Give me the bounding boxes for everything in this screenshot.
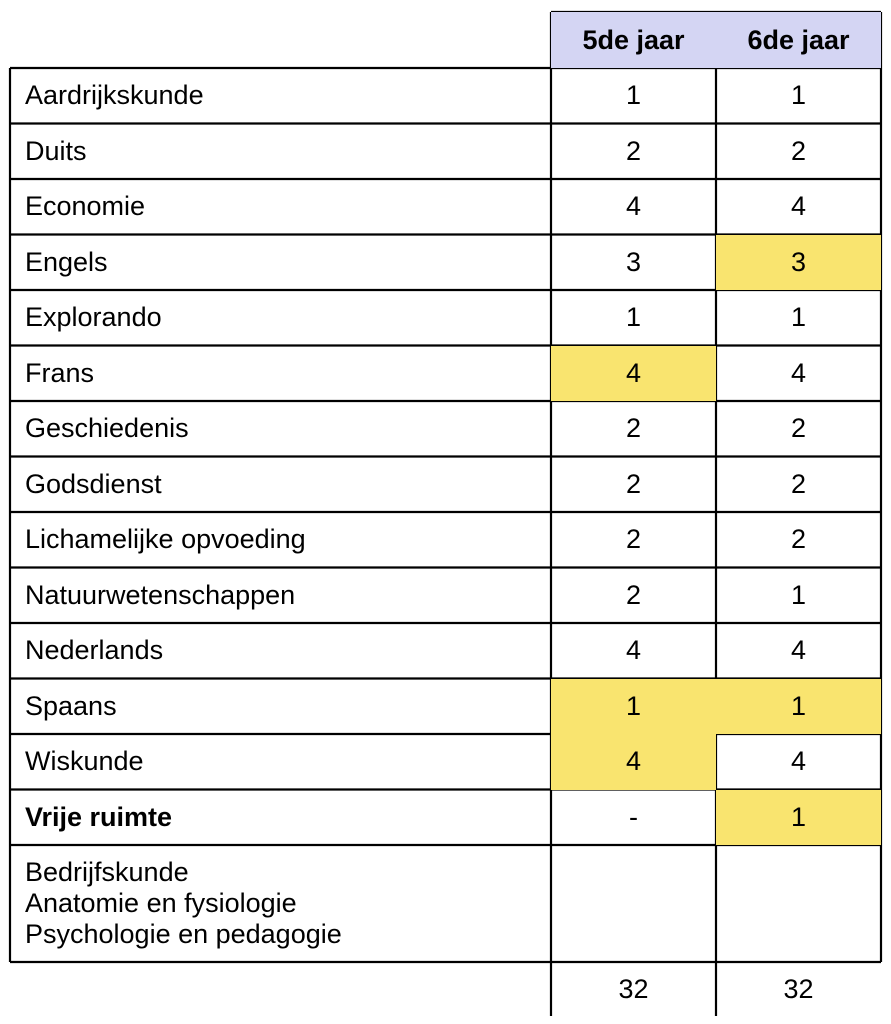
- hours-6de-jaar-cell: 3: [716, 235, 881, 291]
- hours-6de-jaar-cell: 2: [790, 468, 807, 499]
- option-label: Bedrijfskunde: [25, 857, 189, 887]
- hours-5de-jaar-cell: 1: [625, 80, 642, 111]
- subject-cell: Economie: [25, 191, 146, 222]
- hours-5de-jaar-cell: 2: [625, 413, 642, 444]
- hours-6de-jaar-cell: 1: [790, 80, 807, 111]
- hours-5de-jaar-cell: 1: [625, 302, 642, 333]
- hours-5de-jaar-cell: 3: [625, 246, 642, 277]
- hours-6de-jaar-cell: 2: [790, 524, 807, 555]
- hours-6de-jaar-cell: 2: [790, 413, 807, 444]
- subject-cell: Aardrijkskunde: [25, 80, 204, 111]
- option-label: Anatomie en fysiologie: [25, 888, 297, 918]
- hours-6de-jaar-cell: 4: [790, 191, 807, 222]
- total-5de-jaar: 32: [618, 973, 649, 1004]
- hours-6de-jaar-cell: 1: [716, 679, 881, 735]
- hours-6de-jaar-cell: 1: [790, 302, 807, 333]
- hours-6de-jaar-cell: 1: [790, 579, 807, 610]
- hours-6de-jaar-cell: 2: [790, 135, 807, 166]
- hours-5de-jaar-cell: 2: [625, 524, 642, 555]
- hours-5de-jaar-cell: 4: [551, 346, 716, 402]
- subject-cell: Nederlands: [25, 635, 164, 666]
- hours-5de-jaar-cell: 2: [625, 468, 642, 499]
- subject-cell: Frans: [25, 357, 95, 388]
- subject-cell: Engels: [25, 246, 108, 277]
- hours-6de-jaar-cell: 4: [790, 746, 807, 777]
- subject-cell: Wiskunde: [25, 746, 144, 777]
- subject-cell: Duits: [25, 135, 87, 166]
- hours-6de-jaar-cell: 4: [790, 635, 807, 666]
- column-header-5de-jaar: 5de jaar: [551, 12, 716, 68]
- hours-5de-jaar-cell: 2: [625, 135, 642, 166]
- hours-5de-jaar-cell: 4: [625, 191, 642, 222]
- hours-5de-jaar-cell: 4: [551, 734, 716, 790]
- options-6de-jaar-cell: [716, 845, 881, 962]
- options-cell: [10, 845, 551, 962]
- subject-cell: Vrije ruimte: [25, 801, 173, 832]
- subject-cell: Explorando: [25, 302, 162, 333]
- subject-cell: Spaans: [25, 690, 117, 721]
- subject-cell: Natuurwetenschappen: [25, 579, 296, 610]
- options-5de-jaar-cell: [551, 845, 716, 962]
- hours-5de-jaar-cell: 1: [551, 679, 716, 735]
- subject-cell: Godsdienst: [25, 468, 162, 499]
- hours-6de-jaar-cell: 4: [790, 357, 807, 388]
- hours-6de-jaar-cell: 1: [716, 790, 881, 846]
- column-header-6de-jaar: 6de jaar: [716, 12, 881, 68]
- hours-5de-jaar-cell: -: [629, 801, 638, 832]
- subject-cell: Lichamelijke opvoeding: [25, 524, 306, 555]
- subject-cell: Geschiedenis: [25, 413, 189, 444]
- hours-5de-jaar-cell: 2: [625, 579, 642, 610]
- hours-5de-jaar-cell: 4: [625, 635, 642, 666]
- total-6de-jaar: 32: [783, 973, 814, 1004]
- option-label: Psychologie en pedagogie: [25, 919, 342, 949]
